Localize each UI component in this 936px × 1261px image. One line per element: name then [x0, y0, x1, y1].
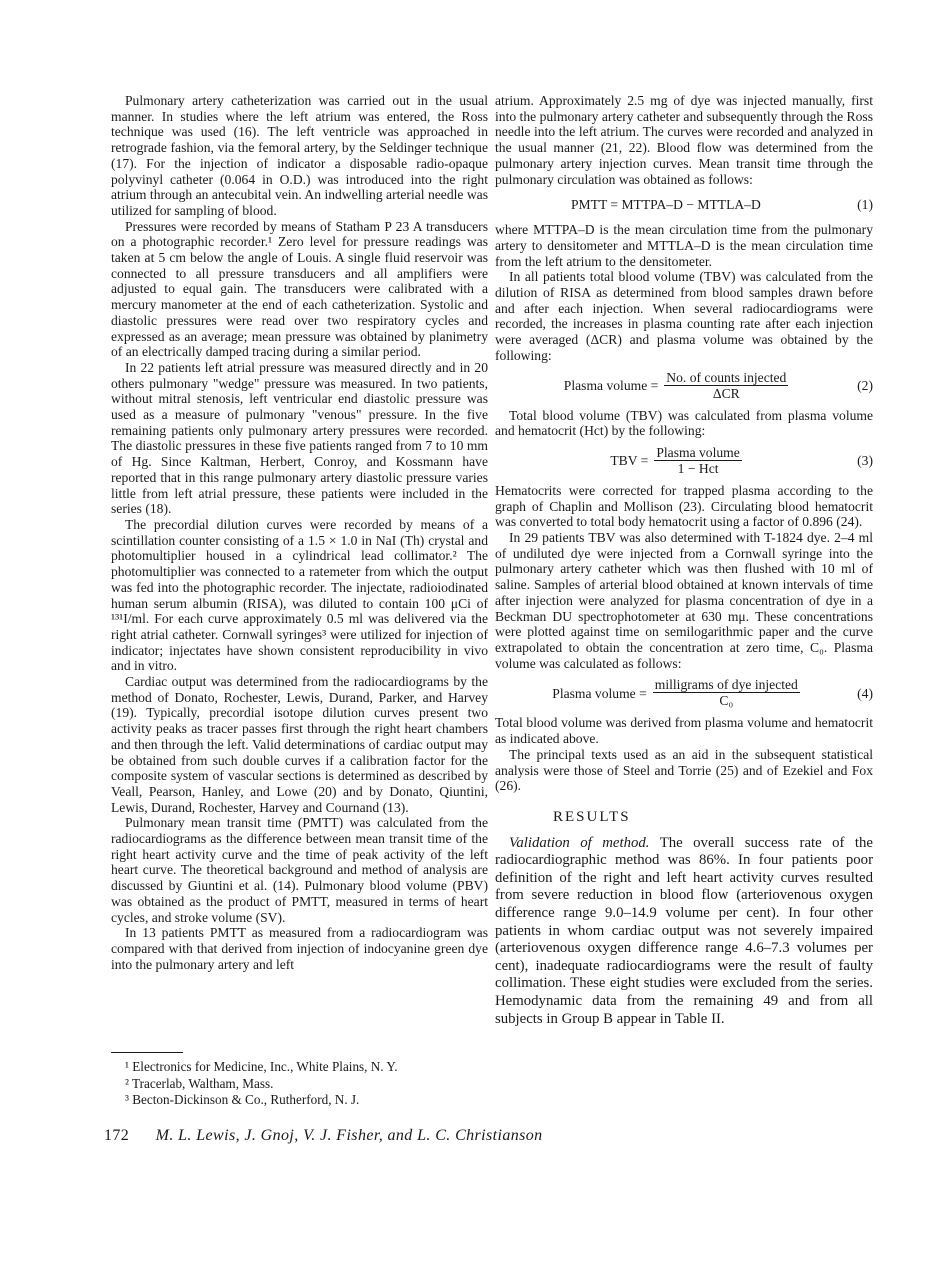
results-heading: RESULTS	[553, 808, 631, 825]
equation-1-body: PMTT = MTTPA–D − MTTLA–D	[571, 197, 761, 213]
equation-1-number: (1)	[857, 197, 873, 213]
equation-2-lhs: Plasma volume =	[563, 377, 659, 393]
equation-2-denominator: ΔCR	[712, 385, 740, 401]
validation-text: The overall success rate of the radiocardiographic method was 86%. In four patients poor definition of the right and left heart activity curves resulted from severe reduction in blood flow (arteriovenous oxygen difference range 9.0–14.9 volume per cent). In four other patients in whom cardiac output was not severely impaired (arteriovenous oxygen difference range 4.6–7.3 volumes per cent), inadequate radiocardiograms were the result of faulty collimation. These eight studies were excluded from the series. Hemodynamic data from the remaining 49 and from all subjects in Group B appear in Table II.	[495, 834, 873, 1027]
equation-2	[495, 370, 873, 402]
footnote-2: ² Tracerlab, Waltham, Mass.	[125, 1075, 274, 1091]
paragraph-cardiac-output: Cardiac output was determined from the radiocardiograms by the method of Donato, Rochester, Lewis, Durand, Parker, and Harvey (19). Typically, precordial isotope dilution curves present two activity peaks as tracer passes first through the right heart chambers and then through the left. Valid determinations of cardiac output may be obtained from such double curves if a calibration factor for the composite system of vascular sections is determined as described by Veall, Pearson, Hanley, and Lowe (20) and by Donato, Qiuntini, Lewis, Durand, Rochester, Harvey and Cournand (13).	[111, 674, 488, 815]
equation-3-number: (3)	[857, 453, 873, 469]
equation-3-fraction	[654, 445, 741, 477]
paragraph-tbv-hct: Total blood volume (TBV) was calculated from plasma volume and hematocrit (Hct) by the following:	[495, 407, 873, 439]
equation-3-denominator: 1 − Hct	[677, 460, 719, 476]
equation-1	[495, 194, 873, 216]
paragraph-hematocrits: Hematocrits were corrected for trapped plasma according to the graph of Chaplin and Mollison (23). Circulating blood hematocrit was converted to total body hematocrit using a factor of 0.896 (24).	[495, 482, 873, 530]
footnote-1: ¹ Electronics for Medicine, Inc., White Plains, N. Y.	[125, 1059, 398, 1074]
equation-4	[495, 677, 873, 709]
paragraph-dye-injection: atrium. Approximately 2.5 mg of dye was injected manually, first into the pulmonary artery catheter and subsequently through the Ross needle into the left atrium. The curves were recorded and analyzed in the usual manner (21, 22). Blood flow was determined from the pulmonary artery injection curves. Mean transit time through the pulmonary circulation was obtained as follows:	[495, 93, 873, 187]
equation-3	[495, 445, 873, 477]
left-column	[111, 93, 488, 972]
equation-2-fraction	[664, 370, 788, 402]
right-column	[495, 93, 873, 1028]
paragraph-tbv-risa: In all patients total blood volume (TBV) was calculated from the dilution of RISA as determined from blood samples drawn before and after each injection. When several radiocardiograms were recorded, the increases in plasma counting rate after each injection were averaged (ΔCR) and plasma volume was obtained by the following:	[495, 269, 873, 363]
validation-lead: Validation of method.	[509, 834, 650, 851]
paragraph-pressures: Pressures were recorded by means of Statham P 23 A transducers on a photographic recorder.¹ Zero level for pressure readings was taken at 5 cm below the angle of Louis. A single fluid reservoir was connected to all pressure transducers and all amplifiers were adjusted to equal gain. The transducers were calibrated with a mercury manometer at the end of each catheterization. Systolic and diastolic pressures were read over two respiratory cycles and expressed as an average; mean pressure was obtained by planimetry of an electrically damped tracing during a similar period.	[111, 218, 488, 360]
paragraph-total-blood-volume: Total blood volume was derived from plasma volume and hematocrit as indicated above.	[495, 715, 873, 747]
running-authors: M. L. Lewis, J. Gnoj, V. J. Fisher, and L. C. Christianson	[155, 1127, 543, 1144]
paragraph-statistics-texts: The principal texts used as an aid in the subsequent statistical analysis were those of Steel and Torrie (25) and of Ezekiel and Fox (26).	[495, 746, 873, 794]
equation-2-numerator: No. of counts injected	[666, 369, 787, 385]
equation-4-numerator: milligrams of dye injected	[654, 677, 798, 693]
equation-2-number: (2)	[857, 377, 873, 393]
paragraph-catheterization: Pulmonary artery catheterization was carried out in the usual manner. In studies where the left atrium was entered, the Ross technique was used (16). The left ventricle was approached in retrograde fashion, via the femoral artery, by the Seldinger technique (17). For the injection of indicator a disposable radio-opaque polyvinyl catheter (0.064 in O.D.) was introduced into the right atrium through an antecubital vein. An indwelling arterial needle was utilized for sampling of blood.	[111, 93, 488, 218]
paragraph-validation	[495, 835, 873, 1029]
page-footer	[104, 1127, 543, 1145]
equation-4-number: (4)	[857, 685, 873, 701]
paragraph-dilution-curves: The precordial dilution curves were recorded by means of a scintillation counter consisting of a 1.5 × 1.0 in NaI (Th) crystal and photomultiplier housed in a cylindrical lead collimator.² The photomultiplier was connected to a ratemeter from which the output was fed into the photographic recorder. The injectate, radioiodinated human serum albumin (RISA), was diluted to contain 100 μCi of ¹³¹I/ml. For each curve approximately 0.5 ml was delivered via the right atrial catheter. Cornwall syringes³ were utilized for injection of indicator; injectates have shown consistent reproducibility in vivo and in vitro.	[111, 516, 488, 674]
footnotes	[111, 1052, 488, 1109]
page-number: 172	[104, 1127, 130, 1144]
paragraph-left-atrial: In 22 patients left atrial pressure was measured directly and in 20 others pulmonary "wedge" pressure was measured. In two patients, without mitral stenosis, left ventricular end diastolic pressure was used as a measure of pulmonary "venous" pressure. In the five remaining patients only pulmonary artery pressures were recorded. The diastolic pressures in these five patients ranged from 7 to 10 mm of Hg. Since Kaltman, Herbert, Conroy, and Kossmann have reported that in this range pulmonary artery diastolic pressure varies little from left atrial pressure, these patients were included in the series (18).	[111, 359, 488, 517]
paragraph-pmtt: Pulmonary mean transit time (PMTT) was calculated from the radiocardiograms as the difference between mean transit time of the right heart activity curve and the time of peak activity of the left heart curve. The theoretical background and method of analysis are discussed by Giuntini et al. (14). Pulmonary blood volume (PBV) was obtained as the product of PMTT, measured in terms of heart cycles, and stroke volume (SV).	[111, 815, 488, 925]
equation-4-lhs: Plasma volume =	[552, 685, 647, 701]
equation-3-lhs: TBV =	[610, 453, 649, 469]
paragraph-dye-comparison: In 13 patients PMTT as measured from a radiocardiogram was compared with that derived from injection of indocyanine green dye into the pulmonary artery and left	[111, 925, 488, 972]
equation-3-numerator: Plasma volume	[656, 444, 740, 460]
equation-4-denominator: C₀	[719, 693, 734, 709]
paragraph-eq1-definition: where MTTPA–D is the mean circulation time from the pulmonary artery to densitometer and MTTLA–D is the mean circulation time from the left atrium to the densitometer.	[495, 222, 873, 269]
footnote-divider	[111, 1052, 183, 1053]
equation-4-fraction	[653, 677, 800, 709]
footnote-3: ³ Becton-Dickinson & Co., Rutherford, N. J.	[125, 1092, 360, 1107]
paragraph-t1824: In 29 patients TBV was also determined with T-1824 dye. 2–4 ml of undiluted dye were injected from a Cornwall syringe into the pulmonary artery catheter which was then flushed with 10 ml of saline. Samples of arterial blood obtained at known intervals of time after injection were analyzed for plasma concentration of dye in a Beckman DU spectrophotometer at 630 mμ. These concentrations were plotted against time on semilogarithmic paper and the curve extrapolated to obtain the concentration at zero time, C₀. Plasma volume was calculated as follows:	[495, 530, 873, 671]
